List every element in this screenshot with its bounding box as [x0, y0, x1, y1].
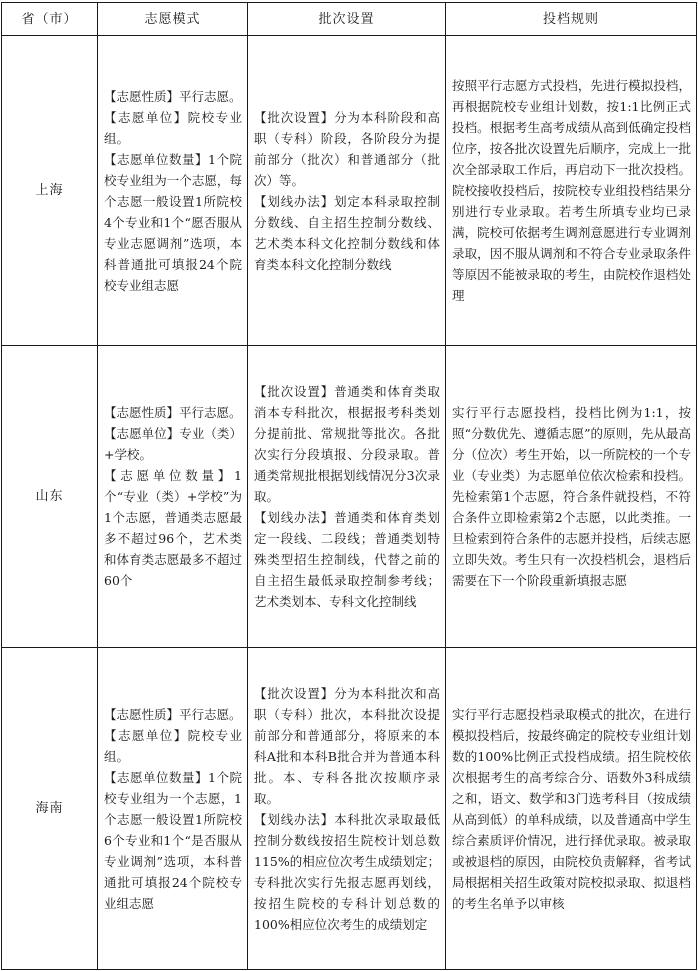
- header-mode: 志愿模式: [98, 3, 248, 36]
- batch-text: 【划线办法】普通类和体育类划定一段线、二段线；普通类划特殊类型招生控制线，代替之前的自主招生最低录取控制参考线；艺术类划本、专科文化控制线: [254, 510, 440, 609]
- mode-cell: [98, 346, 248, 648]
- mode-text: 【志愿单位】专业（类）+学校。: [104, 426, 242, 462]
- mode-text: 【志愿单位数量】1个“专业（类）+学校”为1个志愿，普通类志愿最多不超过96个，艺术类和体育类志愿最多不超过60个: [104, 468, 242, 588]
- batch-text: 【批次设置】分为本科批次和高职（专科）批次，本科批次设提前部分和普通部分，将原来的本科A批和本科B批合并为普通本科批。本、专科各批次按顺序录取。: [254, 685, 440, 806]
- admission-policy-table: [1, 2, 697, 970]
- mode-text: 【志愿单位数量】1个院校专业组为一个志愿，每个志愿一般设置1所院校4个专业和1个“愿否服从专业志愿调剂”选项，本科普通批可填报24个院校专业组志愿: [104, 151, 242, 293]
- batch-text: 【划线办法】划定本科录取控制分数线、自主招生控制分数线、艺术类本科文化控制分数线和体育类本科文化控制分数线: [254, 193, 440, 272]
- mode-text: 【志愿单位】院校专业组。: [104, 109, 242, 146]
- header-row: [2, 3, 697, 36]
- table-row: [2, 648, 697, 970]
- batch-cell: [248, 648, 446, 970]
- batch-text: 【批次设置】普通类和体育类取消本专科批次，根据报考科类划分提前批、常规批等批次。各批次实行分段填报、分段录取。普通类常规批根据划线情况分3次录取。: [254, 384, 440, 504]
- province-cell: 海南: [2, 648, 98, 970]
- rules-cell: [446, 36, 697, 346]
- batch-cell: [248, 346, 446, 648]
- mode-text: 【志愿性质】平行志愿。: [104, 706, 242, 722]
- table-row: [2, 36, 697, 346]
- batch-text: 【批次设置】分为本科阶段和高职（专科）阶段，各阶段分为提前部分（批次）和普通部分（批次）等。: [254, 109, 440, 188]
- province-cell: 山东: [2, 346, 98, 648]
- header-province: 省（市）: [2, 3, 98, 36]
- rules-cell: [446, 648, 697, 970]
- mode-text: 【志愿单位】院校专业组。: [104, 727, 242, 764]
- mode-text: 【志愿性质】平行志愿。: [104, 405, 242, 420]
- mode-text: 【志愿单位数量】1个院校专业组为一个志愿，1个志愿一般设置1所院校6个专业和1个“是否服从专业调剂”选项，本科普通批可填报24个院校专业组志愿: [104, 769, 242, 911]
- rules-cell: [446, 346, 697, 648]
- batch-cell: [248, 36, 446, 346]
- rules-text: 按照平行志愿方式投档，先进行模拟投档，再根据院校专业组计划数，按1:1比例正式投档。根据考生高考成绩从高到低确定投档位序，按各批次设置先后顺序，完成上一批次全部录取工作后，再启动下一批次投档。院校接收投档后，按院校专业组投档结果分别进行专业录取。若考生所填专业均已录满，院校可依据考生调剂意愿进行专业调剂录取，因不服从调剂和不符合专业录取条件等原因不能被录取的考生，由院校作退档处理: [452, 78, 691, 303]
- rules-text: 实行平行志愿投档，投档比例为1:1，按照“分数优先、遵循志愿”的原则，先从最高分（位次）考生开始，以一所院校的一个专业（专业类）为志愿单位依次检索和投档。先检索第1个志愿，符合条件就投档，不符合条件立即检索第2个志愿，以此类推。一旦检索到符合条件的志愿并投档，后续志愿立即失效。考生只有一次投档机会，退档后需要在下一个阶段重新填报志愿: [452, 405, 691, 588]
- province-cell: 上海: [2, 36, 98, 346]
- batch-text: 【划线办法】本科批次录取最低控制分数线按招生院校计划总数115%的相应位次考生成绩划定；专科批次实行先报志愿再划线，按招生院校的专科计划总数的100%相应位次考生的成绩划定: [254, 811, 440, 932]
- header-batch: 批次设置: [248, 3, 446, 36]
- header-rules: 投档规则: [446, 3, 697, 36]
- table-row: [2, 346, 697, 648]
- rules-text: 实行平行志愿投档录取模式的批次，在进行模拟投档后，按最终确定的院校专业组计划数的100%比例正式投档成绩。招生院校依次根据考生的高考综合分、语数外3科成绩之和，语文、数学和3门选考科目（按成绩从高到低）的单科成绩，以及普通高中学生综合素质评价情况，进行择优录取。被录取或被退档的原因，由院校负责解释，省考试局根据相关招生政策对院校拟录取、拟退档的考生名单予以审核: [452, 706, 691, 911]
- mode-cell: [98, 36, 248, 346]
- mode-cell: [98, 648, 248, 970]
- mode-text: 【志愿性质】平行志愿。: [104, 88, 242, 104]
